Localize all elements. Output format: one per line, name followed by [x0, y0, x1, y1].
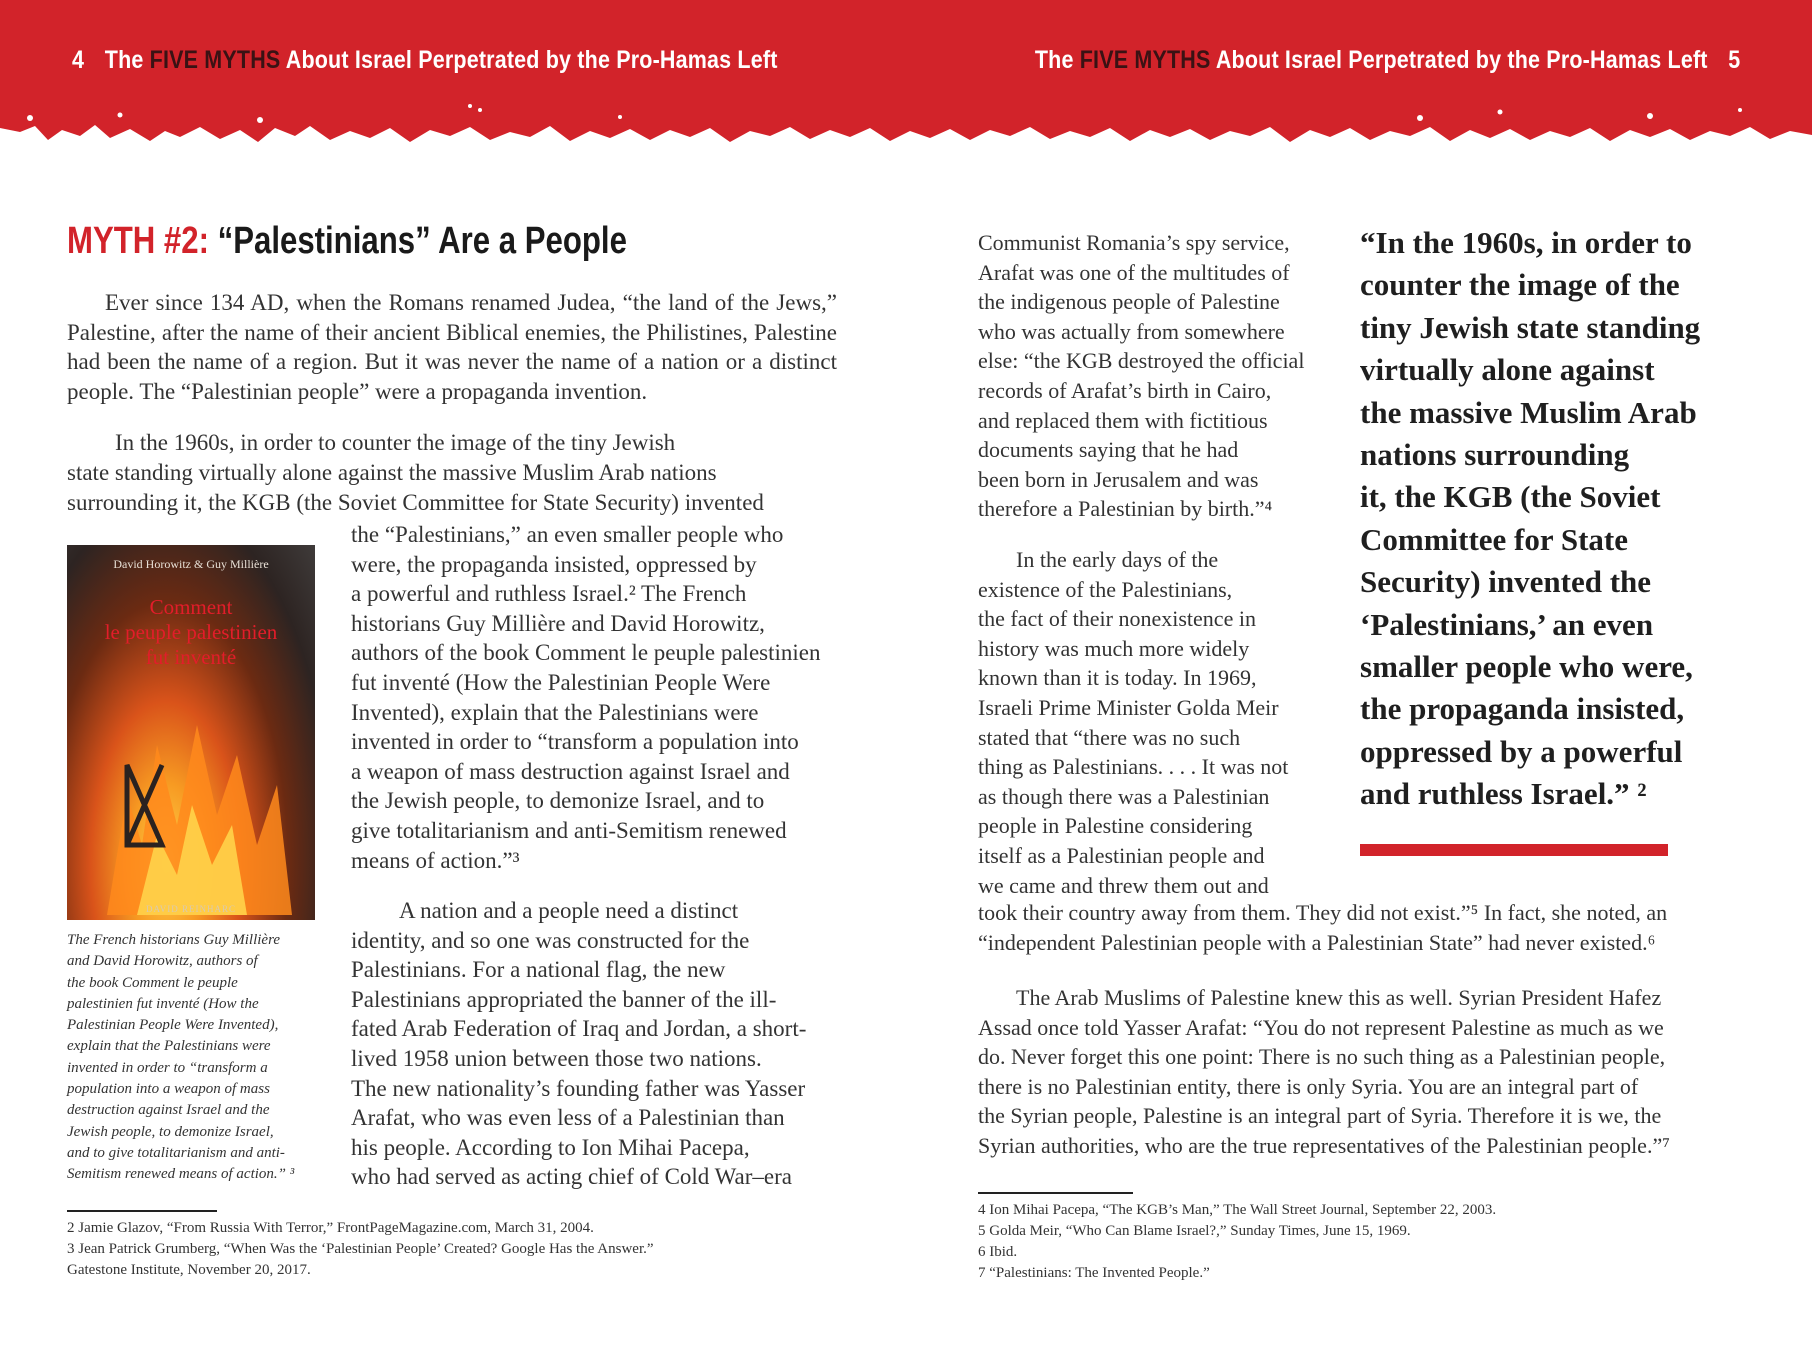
- left-body-top: [67, 288, 837, 517]
- footnote: 3 Jean Patrick Grumberg, “When Was the ‘Palestinian People’ Created? Google Has the Answer.”: [67, 1241, 654, 1257]
- pull-quote-line: the propaganda insisted,: [1360, 691, 1685, 727]
- text-line: Arafat, who was even less of a Palestinian than: [351, 1105, 785, 1131]
- pull-quote-line: counter the image of the: [1360, 267, 1680, 303]
- pull-quote-line: smaller people who were,: [1360, 649, 1693, 685]
- pull-quote-line: Security) invented the: [1360, 564, 1652, 600]
- text-line: known than it is today. In 1969,: [978, 665, 1257, 691]
- text-line: Palestinians. For a national flag, the new: [351, 957, 726, 983]
- header-title-prefix: The: [104, 46, 144, 74]
- caption-line: population into a weapon of mass: [67, 1081, 270, 1098]
- footnote: 5 Golda Meir, “Who Can Blame Israel?,” Sunday Times, June 15, 1969.: [978, 1223, 1411, 1239]
- pull-quote-line: nations surrounding: [1360, 437, 1630, 473]
- text-line: authors of the book Comment le peuple palestinien: [351, 640, 821, 666]
- right-running-header: [1034, 46, 1740, 75]
- text-line: fated Arab Federation of Iraq and Jordan, a short-: [351, 1016, 807, 1042]
- text-line: thing as Palestinians. . . . It was not: [978, 754, 1289, 780]
- text-line: In the early days of the: [1016, 547, 1219, 572]
- caption-line: and David Horowitz, authors of: [67, 953, 258, 970]
- right-column-2: [978, 545, 1308, 900]
- pull-quote-line: ‘Palestinians,’ an even: [1360, 606, 1654, 642]
- pull-quote-line: “In the 1960s, in order to: [1360, 225, 1692, 260]
- caption-line: Jewish people, to demonize Israel,: [67, 1123, 274, 1140]
- text-line: the Jewish people, to demonize Israel, and to: [351, 788, 765, 814]
- text-line: do. Never forget this one point: There is no such thing as a Palestinian people,: [978, 1044, 1666, 1070]
- text-line: history was much more widely: [978, 635, 1250, 661]
- text-line: Arafat was one of the multitudes of: [978, 259, 1290, 285]
- figure-caption: [67, 930, 317, 1186]
- pull-quote-line: tiny Jewish state standing: [1360, 309, 1701, 345]
- pull-quote-line: it, the KGB (the Soviet: [1360, 479, 1661, 515]
- footnote-rule-right: [978, 1192, 1133, 1194]
- text-line: records of Arafat’s birth in Cairo,: [978, 377, 1272, 403]
- pull-quote-line: the massive Muslim Arab: [1360, 394, 1697, 430]
- myth-title: “Palestinians” Are a People: [217, 220, 627, 262]
- footnotes-right: [978, 1200, 1748, 1284]
- pull-quote-line: virtually alone against: [1360, 352, 1655, 388]
- caption-line: and to give totalitarianism and anti-: [67, 1144, 285, 1161]
- right-column-continued: [978, 898, 1738, 957]
- fire-illustration: [67, 545, 315, 920]
- book-title-line: le peuple palestinien: [104, 620, 278, 644]
- pull-quote: [1360, 222, 1760, 816]
- text-line: fut inventé (How the Palestinian People Were: [351, 669, 771, 695]
- text-line: existence of the Palestinians,: [978, 576, 1233, 602]
- left-page-number: 4: [72, 46, 85, 74]
- text-line: itself as a Palestinian people and: [978, 842, 1265, 868]
- text-line: Palestinians appropriated the banner of the ill-: [351, 986, 777, 1012]
- pull-quote-line: oppressed by a powerful: [1360, 733, 1683, 769]
- paragraph-1: Ever since 134 AD, when the Romans renamed Judea, “the land of the Jews,” Palestine, after the name of their ancient Biblical enemies, the Philistines, Palestine had been the name of a region. But it was never the name of a nation or a distinct people. The “Palestinian people” were a propaganda invention.: [67, 290, 837, 404]
- text-line: surrounding it, the KGB (the Soviet Committee for State Security) invented: [67, 489, 764, 515]
- text-line: invented in order to “transform a population into: [351, 729, 799, 755]
- myth-number: MYTH #2:: [67, 220, 209, 262]
- text-line: A nation and a people need a distinct: [399, 898, 739, 923]
- caption-line: The French historians Guy Millière: [67, 932, 281, 948]
- book-publisher: DAVID REINHARC: [145, 904, 237, 914]
- left-running-header: [72, 46, 778, 75]
- caption-line: Semitism renewed means of action.” ³: [67, 1166, 295, 1183]
- text-line: Communist Romania’s spy service,: [978, 230, 1290, 255]
- torn-edge-decoration: [0, 0, 1812, 150]
- caption-line: palestinien fut inventé (How the: [67, 995, 259, 1012]
- text-line: as though there was a Palestinian: [978, 783, 1270, 809]
- footnote: 4 Ion Mihai Pacepa, “The KGB’s Man,” The Wall Street Journal, September 22, 2003.: [978, 1202, 1497, 1218]
- pull-quote-line: and ruthless Israel.” ²: [1360, 776, 1647, 812]
- paragraph-2-continued: [351, 520, 831, 875]
- footnotes-left: [67, 1218, 837, 1281]
- caption-line: invented in order to “transform a: [67, 1059, 268, 1076]
- text-line: lived 1958 union between those two nations.: [351, 1045, 762, 1071]
- text-line: documents saying that he had: [978, 437, 1239, 463]
- right-paragraph-assad: [978, 983, 1738, 1161]
- header-band: [0, 0, 1812, 150]
- text-line: there is no Palestinian entity, there is only Syria. You are an integral part of: [978, 1073, 1639, 1099]
- text-line: give totalitarianism and anti-Semitism renewed: [351, 817, 787, 843]
- myth-heading: [67, 220, 627, 263]
- text-line: identity, and so one was constructed for the: [351, 927, 750, 953]
- text-line: were, the propaganda insisted, oppressed by: [351, 551, 757, 577]
- header-title-suffix-right: About Israel Perpetrated by the Pro-Hamas Left: [1215, 46, 1708, 74]
- header-title-emphasis-right: FIVE MYTHS: [1079, 46, 1211, 74]
- text-line: stated that “there was no such: [978, 724, 1241, 750]
- book-title-line: Comment: [149, 595, 233, 619]
- text-line: “independent Palestinian people with a Palestinian State” had never existed.⁶: [978, 929, 1656, 955]
- footnote-rule-left: [67, 1210, 217, 1212]
- book-figure: [67, 545, 315, 1186]
- text-line: the Syrian people, Palestine is an integral part of Syria. Therefore it is we, the: [978, 1103, 1662, 1129]
- text-line: Invented), explain that the Palestinians were: [351, 699, 759, 725]
- text-line: been born in Jerusalem and was: [978, 466, 1259, 492]
- paragraph-3: [351, 896, 831, 1192]
- text-line: took their country away from them. They did not exist.”⁵ In fact, she noted, an: [978, 900, 1668, 925]
- text-line: a weapon of mass destruction against Israel and: [351, 758, 790, 784]
- text-line: Syrian authorities, who are the true representatives of the Palestinian people.”⁷: [978, 1132, 1670, 1158]
- caption-line: the book Comment le peuple: [67, 974, 238, 991]
- right-column-1: [978, 228, 1323, 524]
- text-line: else: “the KGB destroyed the official: [978, 348, 1305, 374]
- footnote: 2 Jamie Glazov, “From Russia With Terror,” FrontPageMagazine.com, March 31, 2004.: [67, 1220, 594, 1236]
- caption-line: explain that the Palestinians were: [67, 1038, 271, 1055]
- footnote: 7 “Palestinians: The Invented People.”: [978, 1265, 1210, 1281]
- text-line: and replaced them with fictitious: [978, 407, 1268, 433]
- text-line: the indigenous people of Palestine: [978, 289, 1280, 315]
- text-line: who had served as acting chief of Cold War–era: [351, 1164, 792, 1190]
- text-line: Israeli Prime Minister Golda Meir: [978, 694, 1279, 720]
- text-line: In the 1960s, in order to counter the image of the tiny Jewish: [115, 430, 676, 456]
- text-line: state standing virtually alone against the massive Muslim Arab nations: [67, 459, 717, 485]
- text-line: who was actually from somewhere: [978, 318, 1285, 344]
- header-title-prefix-right: The: [1034, 46, 1074, 74]
- right-page-number: 5: [1727, 46, 1740, 74]
- pull-quote-line: Committee for State: [1360, 521, 1628, 557]
- text-line: Assad once told Yasser Arafat: “You do not represent Palestine as much as we: [978, 1014, 1664, 1040]
- text-line: therefore a Palestinian by birth.”⁴: [978, 496, 1273, 522]
- text-line: the fact of their nonexistence in: [978, 606, 1256, 632]
- footnote: Gatestone Institute, November 20, 2017.: [67, 1262, 311, 1278]
- text-line: the “Palestinians,” an even smaller people who: [351, 522, 784, 547]
- header-title-suffix: About Israel Perpetrated by the Pro-Hamas Left: [285, 46, 778, 74]
- text-line: we came and threw them out and: [978, 872, 1269, 898]
- paragraph-2: [67, 428, 837, 517]
- text-line: his people. According to Ion Mihai Pacepa,: [351, 1134, 750, 1160]
- text-line: historians Guy Millière and David Horowitz,: [351, 610, 765, 636]
- caption-line: destruction against Israel and the: [67, 1102, 270, 1119]
- book-authors: David Horowitz & Guy Millière: [113, 557, 269, 571]
- text-line: The new nationality’s founding father was Yasser: [351, 1075, 806, 1101]
- book-title-line: fut inventé: [145, 645, 237, 669]
- text-line: people in Palestine considering: [978, 813, 1253, 839]
- pull-quote-rule: [1360, 844, 1668, 856]
- text-line: The Arab Muslims of Palestine knew this as well. Syrian President Hafez: [1016, 985, 1662, 1010]
- text-line: a powerful and ruthless Israel.² The French: [351, 581, 747, 607]
- header-title-emphasis: FIVE MYTHS: [149, 46, 281, 74]
- caption-line: Palestinian People Were Invented),: [67, 1017, 279, 1034]
- footnote: 6 Ibid.: [978, 1244, 1018, 1260]
- book-cover-image: [67, 545, 315, 920]
- text-line: means of action.”³: [351, 847, 520, 873]
